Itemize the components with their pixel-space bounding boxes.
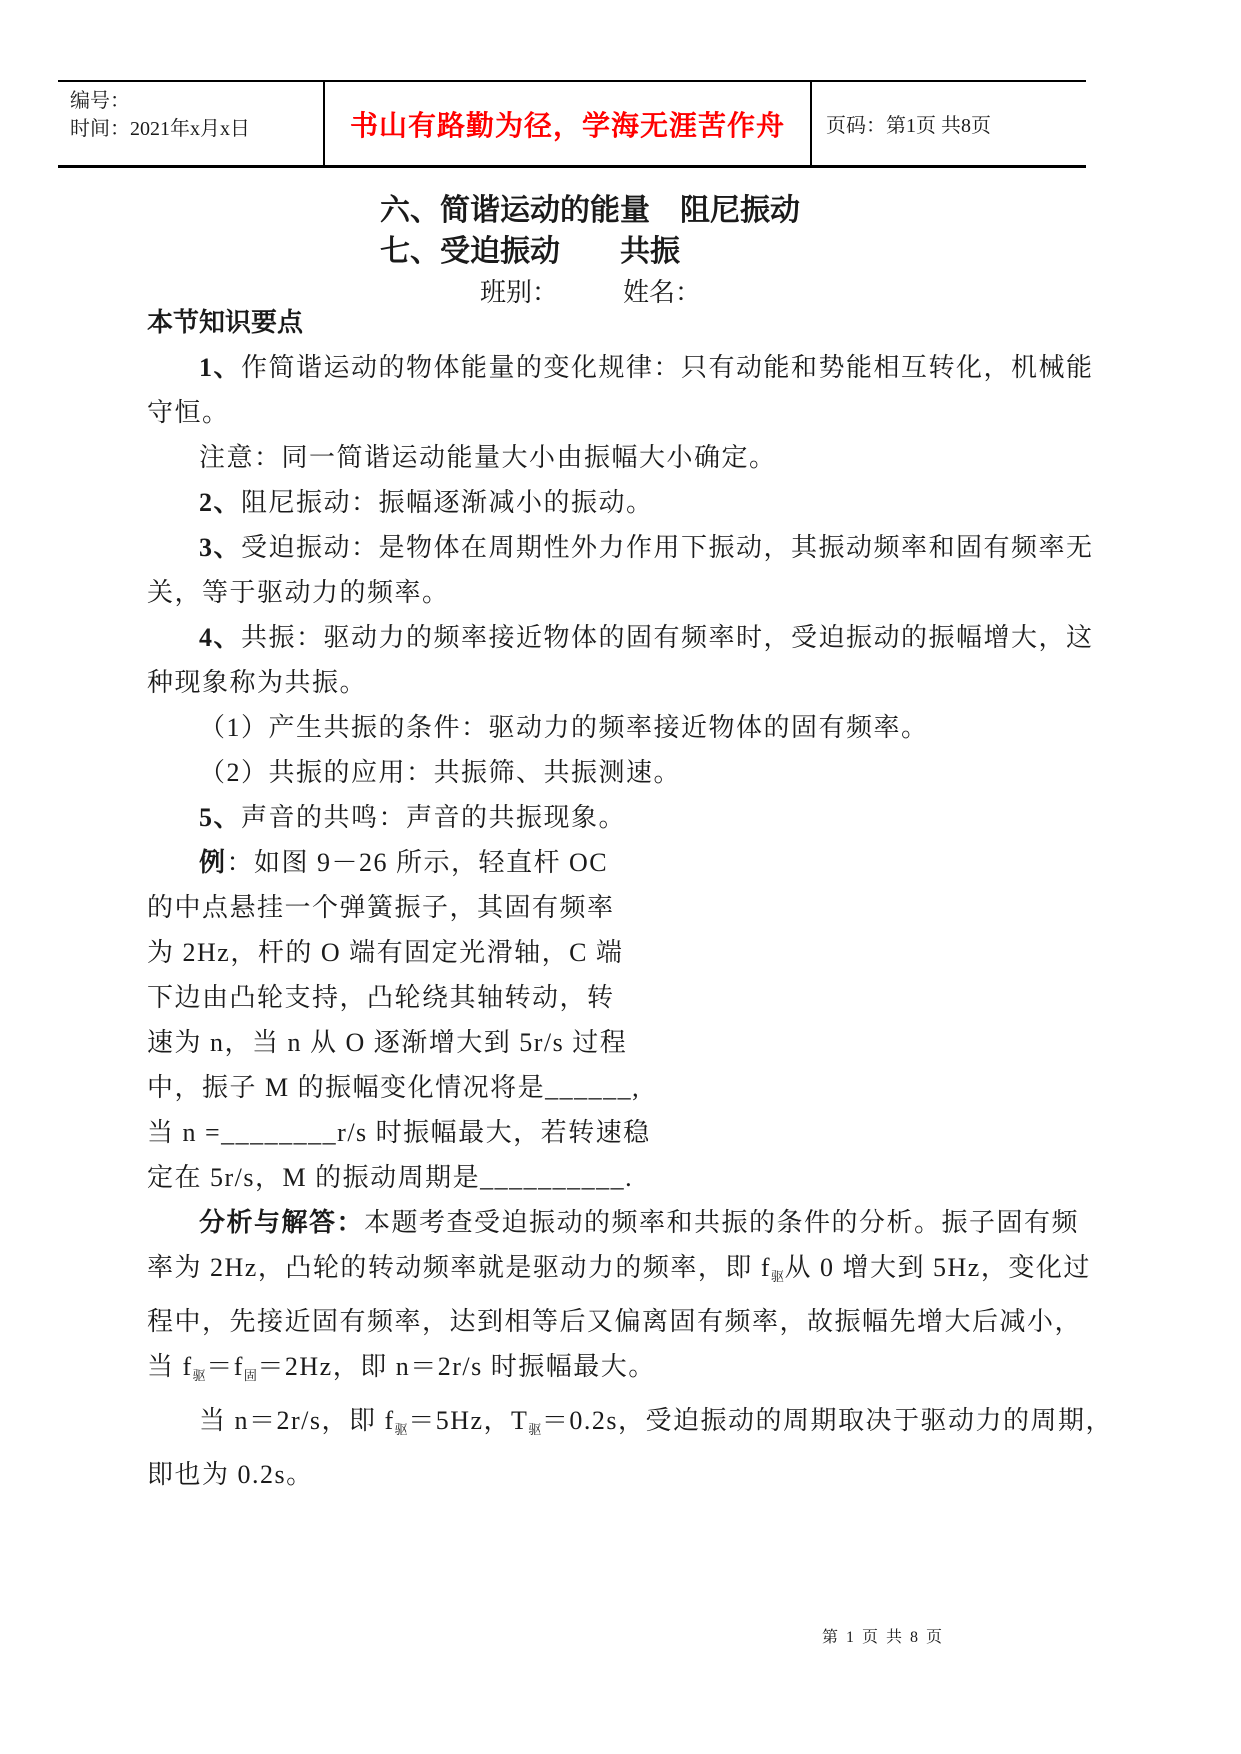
body-lines [147, 345, 1132, 1497]
document-title-1: 六、简谐运动的能量 阻尼振动 [380, 194, 800, 227]
text-segment: 守恒。 [147, 398, 230, 427]
subscript-text: 驱 [394, 1422, 409, 1437]
body-line [147, 480, 1132, 525]
subscript-text: 驱 [770, 1269, 785, 1284]
body-line [147, 1245, 1132, 1299]
body-line [147, 525, 1132, 570]
header-cell-motto [323, 82, 810, 165]
footer-page-number: 第 1 页 共 8 页 [822, 1629, 945, 1646]
bold-text: 5、 [199, 803, 242, 832]
text-segment: 当 n＝2r/s，即 f [199, 1406, 395, 1435]
text-segment: 为 2Hz，杆的 O 端有固定光滑轴，C 端 [147, 938, 624, 967]
bold-text: 2、 [199, 488, 242, 517]
text-segment: 程中，先接近固有频率，达到相等后又偏离固有频率，故振幅先增大后减小， [147, 1307, 1083, 1336]
text-segment: 率为 2Hz，凸轮的转动频率就是驱动力的频率，即 f [147, 1253, 771, 1282]
body-line [147, 840, 1132, 885]
body-line [147, 660, 1132, 705]
body-line [147, 615, 1132, 660]
text-segment: 关，等于驱动力的频率。 [147, 578, 450, 607]
header-date-line: 时间：2021年x月x日 [70, 118, 250, 140]
text-segment: （2）共振的应用：共振筛、共振测速。 [199, 758, 682, 787]
header-number-label: 编号： [70, 90, 130, 112]
body-line [147, 705, 1132, 750]
page-info: 页码：第1页 共8页 [826, 115, 991, 137]
text-segment: 阻尼振动：振幅逐渐减小的振动。 [241, 488, 654, 517]
bold-text: 1、 [199, 353, 242, 382]
text-segment: ：如图 9－26 所示，轻直杆 OC [226, 848, 609, 877]
document-body [147, 300, 1132, 1497]
subscript-text: 驱 [192, 1368, 207, 1383]
body-line [147, 975, 1132, 1020]
subscript-text: 驱 [528, 1422, 542, 1437]
body-line [147, 795, 1132, 840]
text-segment: 速为 n，当 n 从 O 逐渐增大到 5r/s 过程 [147, 1028, 628, 1057]
body-line [147, 390, 1132, 435]
body-line [147, 1020, 1132, 1065]
text-segment: 从 0 增大到 5Hz，变化过 [784, 1253, 1091, 1282]
section-heading: 本节知识要点 [147, 308, 304, 337]
text-segment: 注意：同一简谐运动能量大小由振幅大小确定。 [199, 443, 777, 472]
text-segment: 当 n =________r/s 时振幅最大，若转速稳 [147, 1118, 651, 1147]
header-cell-number-date [58, 82, 323, 165]
text-segment: 声音的共鸣：声音的共振现象。 [241, 803, 627, 832]
text-segment: ＝5Hz，T [408, 1406, 529, 1435]
bold-text: 3、 [199, 533, 242, 562]
subscript-text: 固 [243, 1368, 258, 1383]
body-line [147, 1200, 1132, 1245]
text-segment: 共振：驱动力的频率接近物体的固有频率时，受迫振动的振幅增大，这 [241, 623, 1094, 652]
text-segment: 本题考查受迫振动的频率和共振的条件的分析。振子固有频 [364, 1208, 1080, 1237]
text-segment: 受迫振动：是物体在周期性外力作用下振动，其振动频率和固有频率无 [241, 533, 1094, 562]
text-segment: ＝0.2s，受迫振动的周期取决于驱动力的周期， [541, 1406, 1114, 1435]
text-segment: 中，振子 M 的振幅变化情况将是______, [147, 1073, 641, 1102]
text-segment: 下边由凸轮支持，凸轮绕其轴转动，转 [147, 983, 615, 1012]
body-line [147, 345, 1132, 390]
body-line [147, 885, 1132, 930]
text-segment: ＝f [206, 1352, 244, 1381]
body-line [147, 1398, 1132, 1452]
body-line [147, 1110, 1132, 1155]
body-line [147, 1155, 1132, 1200]
body-line [147, 750, 1132, 795]
class-name-line: 班别： 姓名： [480, 278, 702, 307]
bold-text: 4、 [199, 623, 242, 652]
body-line [147, 435, 1132, 480]
body-line [147, 930, 1132, 975]
title-block [0, 190, 1241, 314]
text-segment: 种现象称为共振。 [147, 668, 368, 697]
body-line [147, 1299, 1132, 1344]
bold-text: 例 [199, 848, 227, 877]
bold-text: 分析与解答： [199, 1208, 365, 1237]
text-segment: 的中点悬挂一个弹簧振子，其固有频率 [147, 893, 615, 922]
body-line [147, 570, 1132, 615]
header-table [58, 80, 1086, 168]
body-line [147, 1344, 1132, 1398]
text-segment: 当 f [147, 1352, 193, 1381]
text-segment: 作简谐运动的物体能量的变化规律：只有动能和势能相互转化，机械能 [241, 353, 1094, 382]
header-cell-page-info [810, 82, 1086, 165]
text-segment: 定在 5r/s，M 的振动周期是__________. [147, 1163, 634, 1192]
text-segment: 即也为 0.2s。 [147, 1460, 314, 1489]
document-title-2: 七、受迫振动 共振 [380, 235, 680, 268]
motto: 书山有路勤为径，学海无涯苦作舟 [349, 110, 785, 142]
body-line [147, 1452, 1132, 1497]
text-segment: （1）产生共振的条件：驱动力的频率接近物体的固有频率。 [199, 713, 929, 742]
text-segment: ＝2Hz，即 n＝2r/s 时振幅最大。 [257, 1352, 656, 1381]
body-line [147, 1065, 1132, 1110]
